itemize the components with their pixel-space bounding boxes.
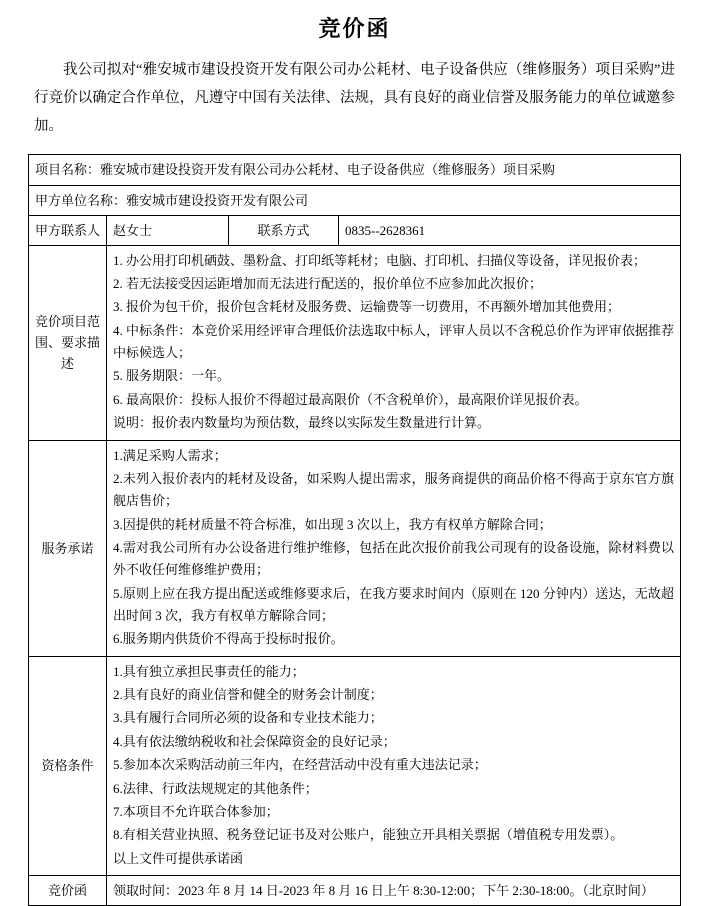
contact-way-label: 联系方式 <box>229 215 339 245</box>
project-name-cell <box>29 155 681 185</box>
list-item: 6.法律、行政法规规定的其他条件； <box>113 780 318 796</box>
list-item: 以上文件可提供承诺函 <box>113 850 244 866</box>
list-item: 7.本项目不允许联合体参加； <box>113 803 279 819</box>
scope-content <box>107 245 681 440</box>
list-item: 2. 若无法接受因运距增加而无法进行配送的，报价单位不应参加此次报价； <box>113 275 543 291</box>
table-row-party-a-name <box>29 185 681 215</box>
list-item: 5.参加本次采购活动前三年内，在经营活动中没有重大违法记录； <box>113 757 487 773</box>
service-commitment-content <box>107 440 681 656</box>
list-item: 3.具有履行合同所必须的设备和专业技术能力； <box>113 710 383 726</box>
list-item: 2.具有良好的商业信誉和健全的财务会计制度； <box>113 687 383 703</box>
table-row-contact <box>29 215 681 245</box>
contact-way-value: 0835--2628361 <box>339 215 681 245</box>
list-item: 4.需对我公司所有办公设备进行维护维修，包括在此次报价前我公司现有的设备设施，除材料费以外不收任何维修维护费用； <box>113 539 674 578</box>
list-item: 8.有相关营业执照、税务登记证书及对公账户，能独立开具相关票据（增值税专用发票）。 <box>113 827 624 843</box>
bid-letter-label: 竞价函 <box>29 875 107 905</box>
list-item: 3.因提供的耗材质量不符合标准，如出现 3 次以上，我方有权单方解除合同； <box>113 516 552 532</box>
list-item: 5.原则上应在我方提出配送或维修要求后，在我方要求时间内（原则在 120 分钟内）送达，无故超出时间 3 次，我方有权单方解除合同； <box>113 585 674 624</box>
bid-letter-value: 领取时间：2023 年 8 月 14 日-2023 年 8 月 16 日上午 8:30-12:00；下午 2:30-18:00。（北京时间） <box>107 875 681 905</box>
document-page <box>0 12 709 898</box>
list-item: 1.满足采购人需求； <box>113 447 227 463</box>
qualification-list <box>113 661 674 870</box>
party-a-name-value: 雅安城市建设投资开发有限公司 <box>126 192 309 208</box>
list-item: 3. 报价为包干价，报价包含耗材及服务费、运输费等一切费用，不再额外增加其他费用； <box>113 299 621 315</box>
service-commitment-label: 服务承诺 <box>29 440 107 656</box>
list-item: 6. 最高限价：投标人报价不得超过最高限价（不含税单价），最高限价详见报价表。 <box>113 391 588 407</box>
table-row-bid-letter <box>29 875 681 905</box>
scope-list <box>113 250 674 435</box>
list-item: 说明：报价表内数量均为预估数，最终以实际发生数量进行计算。 <box>113 415 491 431</box>
list-item: 4. 中标条件：本竞价采用经评审合理低价法选取中标人，评审人员以不含税总价作为评审依据推荐中标候选人； <box>113 322 674 361</box>
list-item: 1.具有独立承担民事责任的能力； <box>113 663 305 679</box>
list-item: 1. 办公用打印机硒鼓、墨粉盒、打印纸等耗材；电脑、打印机、扫描仪等设备，详见报价表； <box>113 252 647 268</box>
list-item: 4.具有依法缴纳税收和社会保障资金的良好记录； <box>113 733 396 749</box>
contact-name-value: 赵女士 <box>107 215 229 245</box>
intro-paragraph: 我公司拟对“雅安城市建设投资开发有限公司办公耗材、电子设备供应（维修服务）项目采购”进行竞价以确定合作单位，凡遵守中国有关法律、法规，具有良好的商业信誉及服务能力的单位诚邀参加。 <box>34 62 675 134</box>
contact-label: 甲方联系人 <box>29 215 107 245</box>
scope-label: 竞价项目范围、要求描述 <box>29 245 107 440</box>
list-item: 5. 服务期限：一年。 <box>113 368 231 384</box>
project-name-value: 雅安城市建设投资开发有限公司办公耗材、电子设备供应（维修服务）项目采购 <box>100 162 556 178</box>
party-a-name-label: 甲方单位名称： <box>35 192 127 208</box>
table-row-qualification <box>29 656 681 875</box>
list-item: 6.服务期内供货价不得高于投标时报价。 <box>113 631 344 647</box>
party-a-name-cell <box>29 185 681 215</box>
table-row-project-name <box>29 155 681 185</box>
table-row-service-commitment <box>29 440 681 656</box>
table-row-scope <box>29 245 681 440</box>
qualification-content <box>107 656 681 875</box>
service-commitment-list <box>113 445 674 651</box>
bid-info-table <box>28 154 681 906</box>
qualification-label: 资格条件 <box>29 656 107 875</box>
page-title: 竞价函 <box>318 16 391 41</box>
project-name-label: 项目名称： <box>35 162 101 178</box>
list-item: 2.未列入报价表内的耗材及设备，如采购人提出需求，服务商提供的商品价格不得高于京东官方旗舰店售价； <box>113 470 674 509</box>
